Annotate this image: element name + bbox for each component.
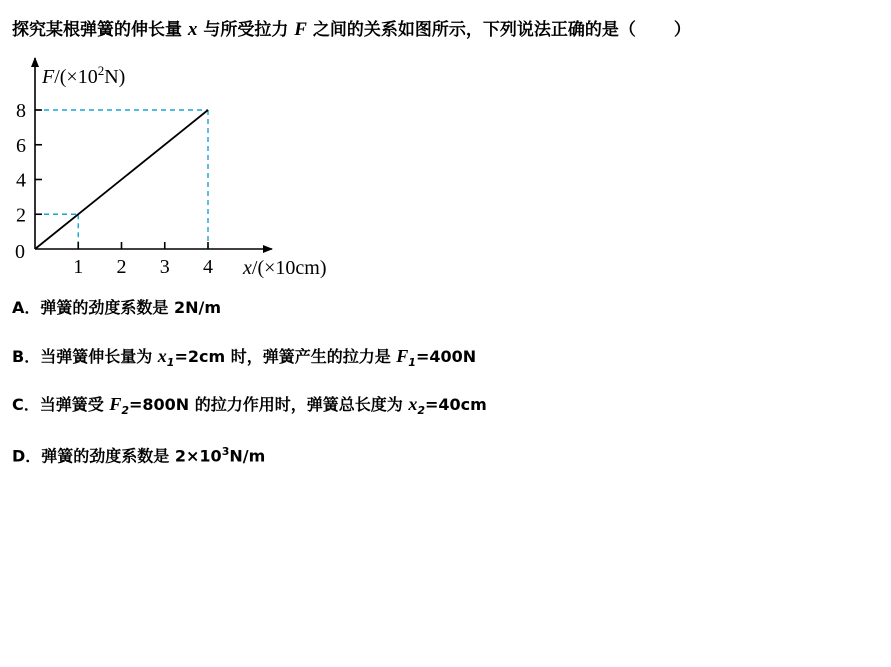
y-axis-symbol: F xyxy=(42,66,55,88)
x-tick-label: 2 xyxy=(116,256,127,278)
y-tick-label: 2 xyxy=(16,204,26,227)
x-tick-label: 3 xyxy=(159,256,170,278)
variable-F: F xyxy=(294,19,307,40)
option-c-var-F: F xyxy=(109,394,122,414)
origin-label: 0 xyxy=(15,241,25,263)
option-b-label: B． xyxy=(12,347,41,366)
x-axis-unit: /(×10cm) xyxy=(251,257,327,279)
option-c-label: C． xyxy=(12,395,40,414)
option-b-text-2: =2cm 时，弹簧产生的拉力是 xyxy=(174,347,397,366)
option-c-var-x: x xyxy=(408,394,418,414)
x-tick-label: 4 xyxy=(203,256,213,278)
question-text-1: 探究某根弹簧的伸长量 xyxy=(12,20,182,40)
y-tick-label: 8 xyxy=(16,100,26,122)
question-text-2: 与所受拉力 xyxy=(203,20,289,40)
option-b-var-F: F xyxy=(396,346,409,366)
option-b-text-3: =400N xyxy=(415,347,477,366)
y-tick-label: 4 xyxy=(16,169,26,192)
y-axis-unit-suffix: N) xyxy=(104,66,126,88)
x-axis-title xyxy=(242,257,326,279)
option-d-text-1: 弹簧的劲度系数是 2×10 xyxy=(41,446,222,466)
option-b-sub-1: 1 xyxy=(166,356,175,370)
y-axis-unit-exponent: 2 xyxy=(97,63,105,78)
option-c-sub-1: 2 xyxy=(121,404,129,418)
question-text-3: 之间的关系如图所示，下列说法正确的是（ xyxy=(312,20,636,40)
option-d-text-2: N/m xyxy=(229,446,266,466)
option-d[interactable] xyxy=(12,441,265,467)
option-c-text-1: 当弹簧受 xyxy=(39,395,110,414)
option-c-sub-2: 2 xyxy=(417,404,425,418)
option-a-label: A． xyxy=(12,298,41,317)
option-a[interactable] xyxy=(12,297,221,319)
question-text-4: ） xyxy=(673,20,691,40)
variable-x: x xyxy=(187,19,198,40)
y-tick-label: 6 xyxy=(16,134,26,157)
option-d-label: D． xyxy=(12,446,42,466)
option-a-text: 弹簧的劲度系数是 2N/m xyxy=(40,298,222,317)
x-tick-label: 1 xyxy=(73,256,84,278)
option-d-sup: 3 xyxy=(221,445,230,458)
option-b-sub-2: 1 xyxy=(408,356,416,370)
force-extension-graph xyxy=(0,52,400,282)
option-b-text-1: 当弹簧伸长量为 xyxy=(40,347,158,366)
option-c[interactable] xyxy=(12,393,487,422)
series-line xyxy=(35,110,208,249)
option-c-text-3: =40cm xyxy=(425,395,487,414)
y-axis-unit-prefix: /(×10 xyxy=(54,66,98,88)
y-axis-title xyxy=(41,63,125,88)
option-c-text-2: =800N 的拉力作用时，弹簧总长度为 xyxy=(129,395,409,414)
option-b[interactable] xyxy=(12,345,476,374)
x-axis-symbol: x xyxy=(243,257,252,279)
option-b-var-x: x xyxy=(157,346,167,366)
question-stem xyxy=(12,18,882,42)
